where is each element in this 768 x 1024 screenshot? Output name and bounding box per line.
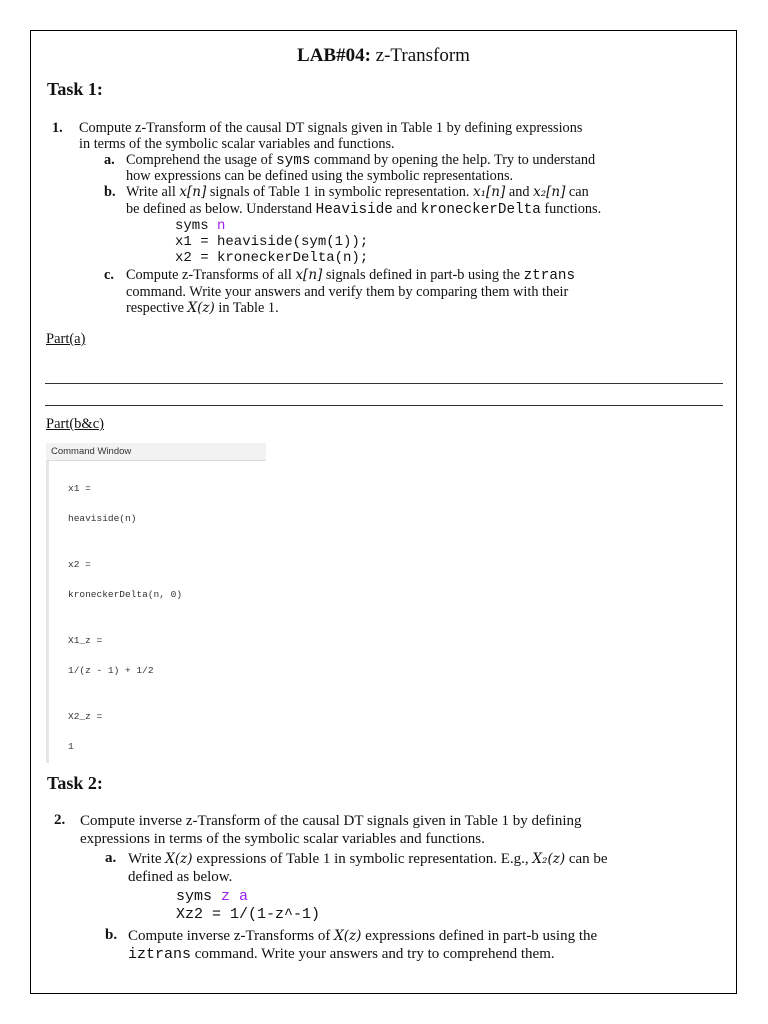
q1c-line3b: in Table 1.: [214, 300, 279, 316]
part-bc-label: Part(b&c): [46, 416, 104, 432]
cmd-line-x2z-result: 1: [68, 741, 74, 752]
cmd-line-x1z-result: 1/(z - 1) + 1/2: [68, 665, 154, 676]
q1b-line2: [126, 201, 601, 219]
q2b-label: b.: [105, 927, 118, 943]
q1c-line1: [126, 267, 575, 285]
q1c-label: c.: [104, 267, 114, 283]
q1c-math-xz: X(z): [187, 300, 215, 316]
cmd-line-x1: x1 =: [68, 483, 91, 494]
q1c-text2: signals defined in part-b using the: [322, 267, 524, 283]
q2a-text3: can be: [565, 851, 608, 867]
lab-title-rest: z-Transform: [370, 45, 470, 66]
q1b-math-x2n: x₂[n]: [533, 184, 566, 200]
cmd-line-x2z: X2_z =: [68, 711, 103, 722]
q1b-math-x1n: x₁[n]: [473, 184, 506, 200]
q2a-text2: expressions of Table 1 in symbolic representation. E.g.,: [192, 851, 533, 867]
q2b-code-iztrans: iztrans: [128, 946, 192, 963]
q2-line2: expressions in terms of the symbolic scalar variables and functions.: [80, 831, 485, 847]
q1a-label: a.: [104, 152, 115, 168]
code2-line2: Xz2 = 1/(1-z^-1): [176, 906, 321, 923]
q1b-code-kronecker: kroneckerDelta: [420, 202, 541, 218]
q1-number: [52, 120, 63, 137]
q2a-line1: [128, 850, 608, 868]
cmd-line-heaviside: heaviside(n): [68, 513, 137, 524]
q2b-text3: command. Write your answers and try to comprehend them.: [191, 946, 555, 962]
document-page: [30, 30, 737, 994]
q2a-text1: Write: [128, 851, 166, 867]
code1-line3: x2 = kroneckerDelta(n);: [175, 250, 369, 266]
q1b-line1: [126, 184, 589, 201]
q1b-label: b.: [104, 184, 116, 200]
code1-syms: syms: [175, 218, 218, 234]
q2-number: 2.: [54, 812, 66, 828]
q2b-math-xz: X(z): [334, 928, 362, 944]
divider-2: [45, 405, 723, 406]
code2-line1: [176, 888, 248, 906]
command-window: [46, 443, 266, 763]
cmd-line-kronecker: kroneckerDelta(n, 0): [68, 589, 183, 600]
q2b-text1: Compute inverse z-Transforms of: [128, 928, 335, 944]
code1-var-n: n: [217, 218, 226, 234]
q1a-text1: Comprehend the usage of: [126, 152, 277, 168]
q1b-text1: Write all: [126, 184, 180, 200]
lab-title: [31, 45, 736, 67]
divider-1: [45, 383, 723, 384]
code1-line2: x1 = heaviside(sym(1));: [175, 234, 369, 250]
q1b-line2b: and: [392, 201, 421, 217]
q1b-text3: and: [505, 184, 534, 200]
cmd-line-x1z: X1_z =: [68, 635, 103, 646]
q1-line1: Compute z-Transform of the causal DT signals given in Table 1 by defining expressions: [79, 120, 583, 136]
q2a-label: a.: [105, 850, 117, 866]
q1b-math-xn: x[n]: [179, 184, 207, 200]
q1a-code-syms: syms: [276, 153, 311, 169]
task1-heading: Task 1:: [47, 79, 103, 99]
q1b-text4: can: [565, 184, 589, 200]
cmd-line-x2: x2 =: [68, 559, 91, 570]
q1a-line1: [126, 152, 595, 170]
code2-syms: syms: [176, 888, 222, 905]
q2a-math-xz: X(z): [165, 851, 193, 867]
q1c-code-ztrans: ztrans: [523, 268, 576, 284]
command-window-title: Command Window: [46, 443, 266, 461]
command-window-gutter: [46, 461, 49, 763]
q2-line1: Compute inverse z-Transform of the causal DT signals given in Table 1 by defining: [80, 813, 582, 829]
q1c-math-xn: x[n]: [295, 267, 323, 283]
q1-number-text: 1.: [52, 120, 63, 136]
q1-line2: in terms of the symbolic scalar variables and functions.: [79, 136, 395, 152]
q1b-line2a: be defined as below. Understand: [126, 201, 316, 217]
task2-heading: Task 2:: [47, 773, 103, 793]
q2b-line1: [128, 927, 597, 945]
q1b-text2: signals of Table 1 in symbolic representation.: [206, 184, 474, 200]
q1c-line3a: respective: [126, 300, 188, 316]
code2-vars: z a: [221, 888, 249, 905]
q2b-line2: [128, 945, 555, 964]
q2b-text2: expressions defined in part-b using the: [361, 928, 598, 944]
lab-title-bold: LAB#04:: [297, 45, 371, 66]
q1b-line2c: functions.: [540, 201, 602, 217]
part-a-label: Part(a): [46, 331, 86, 347]
q1a-line2: how expressions can be defined using the symbolic representations.: [126, 168, 514, 184]
q1c-line2: command. Write your answers and verify them by comparing them with their: [126, 284, 569, 300]
q1b-code-heaviside: Heaviside: [315, 202, 393, 218]
q1c-text1: Compute z-Transforms of all: [126, 267, 296, 283]
q1a-text2: command by opening the help. Try to understand: [310, 152, 596, 168]
q2a-math-x2z: X₂(z): [532, 851, 566, 867]
q2a-line2: defined as below.: [128, 869, 233, 885]
code1-line1: [175, 218, 225, 235]
q1c-line3: [126, 300, 279, 317]
